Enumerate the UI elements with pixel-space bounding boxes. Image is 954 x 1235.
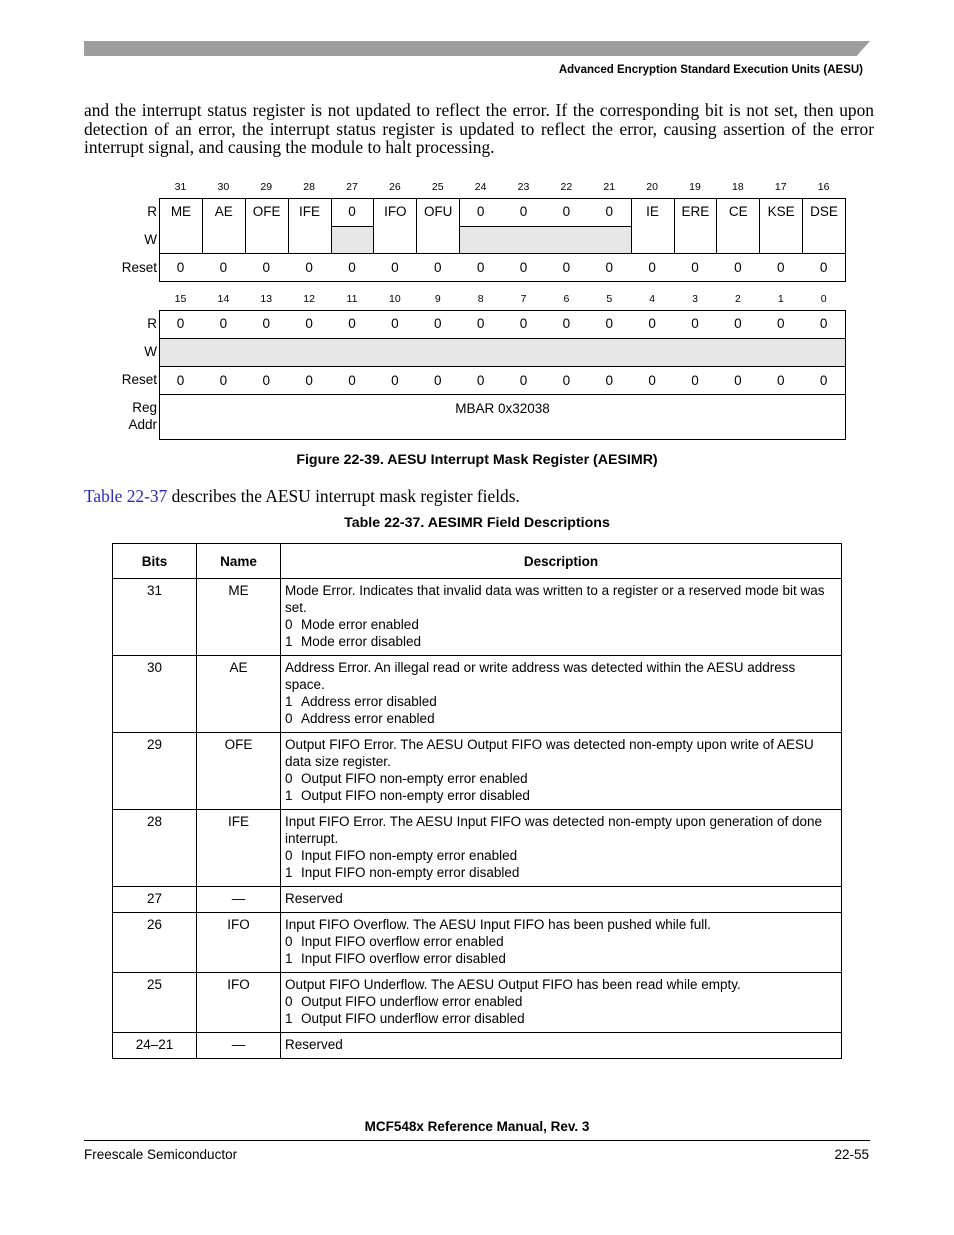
field-value: 0 (605, 316, 613, 331)
reset-value: 0 (433, 260, 442, 275)
row-label-w: W (144, 344, 157, 359)
field-cell: CE (716, 198, 760, 254)
field-value: 0 (776, 316, 785, 331)
field-name: 0 (562, 204, 571, 219)
reset-value: 0 (519, 373, 528, 388)
setting-value: 0 (285, 617, 293, 632)
bit-number: 7 (520, 293, 527, 305)
description-text: Reserved (285, 891, 343, 906)
field-value: 0 (476, 316, 485, 331)
bit-number: 3 (692, 293, 698, 305)
reset-value: 0 (391, 373, 399, 388)
field-value: 0 (734, 316, 742, 331)
field-name: OFE (197, 733, 281, 810)
field-description (281, 887, 842, 913)
field-description (281, 913, 842, 973)
field-cell: OFU (416, 198, 460, 254)
field-bits: 26 (113, 913, 197, 973)
field-name: — (197, 887, 281, 913)
field-description (281, 656, 842, 733)
field-cell-w-reserved (459, 226, 632, 254)
setting-option (285, 633, 837, 650)
field-description (281, 973, 842, 1033)
field-cell: AE (202, 198, 246, 254)
reset-value: 0 (219, 260, 228, 275)
reset-value: 0 (176, 373, 185, 388)
bit-number: 1 (777, 293, 784, 305)
description-text: Mode Error. Indicates that invalid data was written to a register or a reserved mode bit was set. (285, 583, 825, 615)
field-value: 0 (691, 316, 699, 331)
setting-meaning: Output FIFO underflow error enabled (301, 994, 523, 1009)
bit-number: 19 (689, 181, 701, 193)
bit-number: 17 (774, 181, 787, 193)
field-name: 0 (348, 204, 356, 219)
setting-option (285, 933, 837, 950)
reset-value: 0 (219, 373, 228, 388)
reset-value: 0 (519, 260, 528, 275)
setting-meaning: Output FIFO non-empty error disabled (301, 788, 530, 803)
bit-number: 0 (820, 293, 827, 305)
field-value: 0 (391, 316, 399, 331)
table-row (113, 1033, 842, 1059)
field-description (281, 810, 842, 887)
bit-number: 8 (477, 293, 484, 305)
field-bits: 25 (113, 973, 197, 1033)
header-bar (84, 41, 870, 56)
setting-meaning: Input FIFO non-empty error disabled (301, 865, 520, 880)
bit-number: 24 (474, 181, 487, 193)
bit-number: 13 (260, 293, 273, 305)
reset-value: 0 (819, 373, 828, 388)
setting-option (285, 1010, 837, 1027)
field-description (281, 1033, 842, 1059)
field-cell: IE (631, 198, 675, 254)
column-header-name: Name (197, 544, 281, 579)
field-value: 0 (176, 316, 185, 331)
field-bits: 28 (113, 810, 197, 887)
description-text: Input FIFO Overflow. The AESU Input FIFO has been pushed while full. (285, 917, 711, 932)
field-value: 0 (433, 316, 442, 331)
setting-value: 1 (285, 694, 293, 709)
bit-number: 10 (389, 293, 401, 305)
reset-value: 0 (476, 260, 485, 275)
reset-value: 0 (776, 260, 785, 275)
field-cell: DSE (802, 198, 846, 254)
field-value: 0 (519, 316, 528, 331)
setting-meaning: Output FIFO non-empty error enabled (301, 771, 528, 786)
field-description-table (112, 543, 842, 1059)
setting-option (285, 950, 837, 967)
setting-value: 1 (285, 951, 293, 966)
reset-value: 0 (562, 260, 571, 275)
table-row (113, 579, 842, 656)
bit-number: 12 (303, 293, 315, 305)
table-row (113, 810, 842, 887)
bit-number: 5 (606, 293, 613, 305)
field-row-w-reserved (159, 338, 846, 367)
reset-value: 0 (433, 373, 442, 388)
field-name: 0 (519, 204, 528, 219)
setting-option (285, 847, 837, 864)
field-value: 0 (648, 316, 656, 331)
bit-number: 11 (346, 293, 358, 305)
bit-number: 22 (560, 181, 573, 193)
field-value: 0 (819, 316, 828, 331)
description-text: Address Error. An illegal read or write address was detected within the AESU address space. (285, 660, 796, 692)
setting-meaning: Output FIFO underflow error disabled (301, 1011, 525, 1026)
footer-manual-title: MCF548x Reference Manual, Rev. 3 (364, 1119, 590, 1134)
bit-number: 14 (217, 293, 230, 305)
field-cell: ME (159, 198, 203, 254)
row-label-reset: Reset (121, 260, 157, 275)
field-cell: IFE (288, 198, 332, 254)
bit-number: 9 (434, 293, 441, 305)
bit-number: 20 (646, 181, 658, 193)
header-title: Advanced Encryption Standard Execution Units (AESU) (558, 64, 863, 76)
setting-value: 0 (285, 848, 293, 863)
reset-value: 0 (391, 260, 399, 275)
row-label-r: R (147, 316, 157, 331)
setting-option (285, 770, 837, 787)
setting-meaning: Input FIFO overflow error disabled (301, 951, 506, 966)
bit-number: 6 (563, 293, 570, 305)
reset-value: 0 (776, 373, 785, 388)
footer-company: Freescale Semiconductor (84, 1147, 238, 1162)
row-label-reset: Reset (121, 372, 157, 387)
footer-page-number: 22-55 (834, 1147, 869, 1162)
field-cell: KSE (759, 198, 803, 254)
reset-value: 0 (648, 373, 656, 388)
column-header-description: Description (281, 544, 842, 579)
field-name: IFO (197, 973, 281, 1033)
intro-paragraph: and the interrupt status register is not updated to reflect the error. If the corresponding bit is not set, then upon detection of an error, the interrupt status register is updated to reflect the error, causing assertion of the error interrupt signal, and causing the module to halt processing. (84, 100, 874, 157)
field-bits: 29 (113, 733, 197, 810)
table-caption: Table 22-37. AESIMR Field Descriptions (344, 515, 610, 531)
bit-number: 28 (303, 181, 315, 193)
bit-number: 21 (603, 181, 616, 193)
bit-number: 4 (649, 293, 656, 305)
register-address: MBAR 0x32038 (159, 394, 846, 440)
description-text: Output FIFO Underflow. The AESU Output FIFO has been read while empty. (285, 977, 741, 992)
reset-value: 0 (176, 260, 185, 275)
table-row (113, 656, 842, 733)
bit-number: 29 (260, 181, 273, 193)
setting-option (285, 864, 837, 881)
field-description (281, 733, 842, 810)
reset-value: 0 (348, 373, 356, 388)
setting-option (285, 787, 837, 804)
reset-value: 0 (605, 373, 613, 388)
setting-value: 1 (285, 788, 293, 803)
bit-number: 25 (431, 181, 444, 193)
field-cell: OFE (245, 198, 289, 254)
field-cell-w-reserved (331, 226, 375, 254)
setting-meaning: Input FIFO non-empty error enabled (301, 848, 518, 863)
field-bits: 30 (113, 656, 197, 733)
reset-value: 0 (734, 373, 742, 388)
description-text: Reserved (285, 1037, 343, 1052)
reset-value: 0 (262, 373, 270, 388)
field-name: 0 (605, 204, 613, 219)
reset-value: 0 (691, 373, 699, 388)
reset-value: 0 (648, 260, 656, 275)
setting-option (285, 710, 837, 727)
bit-number: 18 (732, 181, 744, 193)
setting-value: 0 (285, 994, 293, 1009)
reference-line (84, 486, 520, 507)
field-value: 0 (262, 316, 270, 331)
setting-meaning: Address error disabled (301, 694, 437, 709)
field-value: 0 (562, 316, 571, 331)
field-cell: IFO (373, 198, 417, 254)
field-name: 0 (476, 204, 485, 219)
table-reference-link[interactable]: Table 22-37 (84, 486, 168, 506)
field-value: 0 (305, 316, 313, 331)
reset-value: 0 (562, 373, 571, 388)
field-bits: 27 (113, 887, 197, 913)
table-row (113, 733, 842, 810)
column-header-bits: Bits (113, 544, 197, 579)
field-name: AE (197, 656, 281, 733)
figure-caption: Figure 22-39. AESU Interrupt Mask Register (AESIMR) (296, 452, 658, 468)
description-text: Output FIFO Error. The AESU Output FIFO was detected non-empty upon write of AESU data size register. (285, 737, 814, 769)
reset-value: 0 (734, 260, 742, 275)
bit-number: 30 (217, 181, 230, 193)
setting-option (285, 616, 837, 633)
setting-value: 1 (285, 1011, 293, 1026)
footer-divider (84, 1140, 870, 1141)
reference-text: describes the AESU interrupt mask register fields. (167, 486, 520, 506)
bit-number: 15 (174, 293, 187, 305)
table-row (113, 887, 842, 913)
field-value: 0 (219, 316, 228, 331)
field-cell: ERE (674, 198, 718, 254)
field-bits: 24–21 (113, 1033, 197, 1059)
field-value: 0 (348, 316, 356, 331)
table-row (113, 973, 842, 1033)
bit-number: 31 (174, 181, 187, 193)
bit-number: 26 (389, 181, 401, 193)
bit-number: 2 (734, 293, 741, 305)
setting-option (285, 693, 837, 710)
field-name: IFO (197, 913, 281, 973)
reset-value: 0 (691, 260, 699, 275)
reset-value: 0 (262, 260, 270, 275)
reg-addr-label-1: Reg (132, 400, 157, 415)
bit-number: 27 (346, 181, 358, 193)
reset-value: 0 (348, 260, 356, 275)
field-bits: 31 (113, 579, 197, 656)
setting-value: 1 (285, 865, 293, 880)
reset-value: 0 (819, 260, 828, 275)
row-label-w: W (144, 232, 157, 247)
setting-value: 0 (285, 711, 293, 726)
field-name: IFE (197, 810, 281, 887)
bit-number: 23 (517, 181, 530, 193)
reset-value: 0 (305, 260, 313, 275)
setting-option (285, 993, 837, 1010)
table-row (113, 913, 842, 973)
setting-meaning: Mode error disabled (301, 634, 422, 649)
reg-addr-label-2: Addr (128, 417, 157, 432)
field-description (281, 579, 842, 656)
description-text: Input FIFO Error. The AESU Input FIFO was detected non-empty upon generation of done interrupt. (285, 814, 823, 846)
reset-value: 0 (476, 373, 485, 388)
setting-meaning: Address error enabled (301, 711, 435, 726)
setting-meaning: Input FIFO overflow error enabled (301, 934, 504, 949)
reset-value: 0 (605, 260, 613, 275)
setting-meaning: Mode error enabled (301, 617, 419, 632)
field-name: ME (197, 579, 281, 656)
field-name: — (197, 1033, 281, 1059)
setting-value: 1 (285, 634, 293, 649)
reset-value: 0 (305, 373, 313, 388)
setting-value: 0 (285, 934, 293, 949)
setting-value: 0 (285, 771, 293, 786)
bit-number: 16 (817, 181, 830, 193)
row-label-r: R (147, 204, 157, 219)
